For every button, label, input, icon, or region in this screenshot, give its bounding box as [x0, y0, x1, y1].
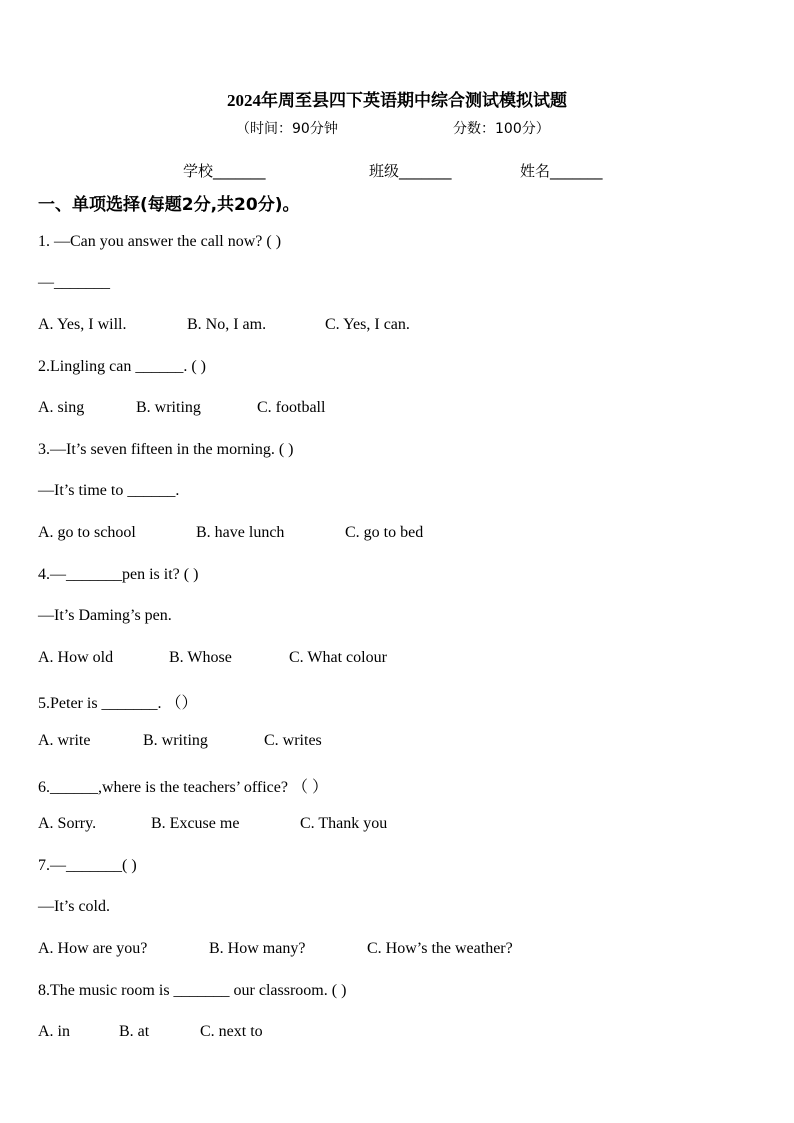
question-7-line-1: 7.—_______( ): [38, 857, 137, 874]
question-8-option-a: A. in: [38, 1023, 70, 1040]
question-2-option-a: A. sing: [38, 399, 85, 416]
question-6-option-a: A. Sorry.: [38, 815, 97, 832]
question-2-option-b: B. writing: [136, 399, 201, 416]
question-5-option-c: C. writes: [264, 732, 322, 749]
question-4-line-2: —It’s Daming’s pen.: [38, 607, 172, 624]
name-field: 姓名_______: [520, 162, 603, 180]
question-7-option-a: A. How are you?: [38, 940, 148, 957]
question-6-line-1: 6.______,where is the teachers’ office? （ ）: [38, 779, 328, 796]
question-1-option-a: A. Yes, I will.: [38, 316, 127, 333]
question-7-line-2: —It’s cold.: [38, 898, 110, 915]
question-4-line-1: 4.—_______pen is it? ( ): [38, 566, 199, 583]
question-5-option-a: A. write: [38, 732, 91, 749]
question-3-option-b: B. have lunch: [196, 524, 285, 541]
question-1-option-c: C. Yes, I can.: [325, 316, 410, 333]
question-7-option-b: B. How many?: [209, 940, 306, 957]
class-field: 班级_______: [369, 162, 452, 180]
question-3-option-a: A. go to school: [38, 524, 136, 541]
school-field: 学校_______: [183, 162, 266, 180]
question-3-line-2: —It’s time to ______.: [38, 482, 180, 499]
question-4-option-b: B. Whose: [169, 649, 232, 666]
question-6-option-b: B. Excuse me: [151, 815, 240, 832]
question-1-line-2: —_______: [38, 274, 110, 291]
time-label: （时间：90分钟: [236, 121, 338, 137]
page-title: 2024年周至县四下英语期中综合测试模拟试题: [227, 91, 567, 110]
question-1-line-1: 1. —Can you answer the call now? ( ): [38, 233, 282, 250]
question-1-option-b: B. No, I am.: [187, 316, 267, 333]
section-title: 一、单项选择(每题2分,共20分)。: [38, 195, 300, 215]
question-8-option-b: B. at: [119, 1023, 150, 1040]
question-8-option-c: C. next to: [200, 1023, 263, 1040]
question-7-option-c: C. How’s the weather?: [367, 940, 513, 957]
question-5-option-b: B. writing: [143, 732, 208, 749]
question-3-line-1: 3.—It’s seven fifteen in the morning. ( ): [38, 441, 294, 458]
question-3-option-c: C. go to bed: [345, 524, 424, 541]
question-5-line-1: 5.Peter is _______. （）: [38, 695, 198, 712]
question-8-line-1: 8.The music room is _______ our classroom. ( ): [38, 982, 347, 999]
question-6-option-c: C. Thank you: [300, 815, 388, 832]
question-2-option-c: C. football: [257, 399, 326, 416]
question-4-option-a: A. How old: [38, 649, 114, 666]
question-4-option-c: C. What colour: [289, 649, 387, 666]
score-label: 分数：100分）: [453, 121, 550, 137]
question-2-line-1: 2.Lingling can ______. ( ): [38, 358, 206, 375]
